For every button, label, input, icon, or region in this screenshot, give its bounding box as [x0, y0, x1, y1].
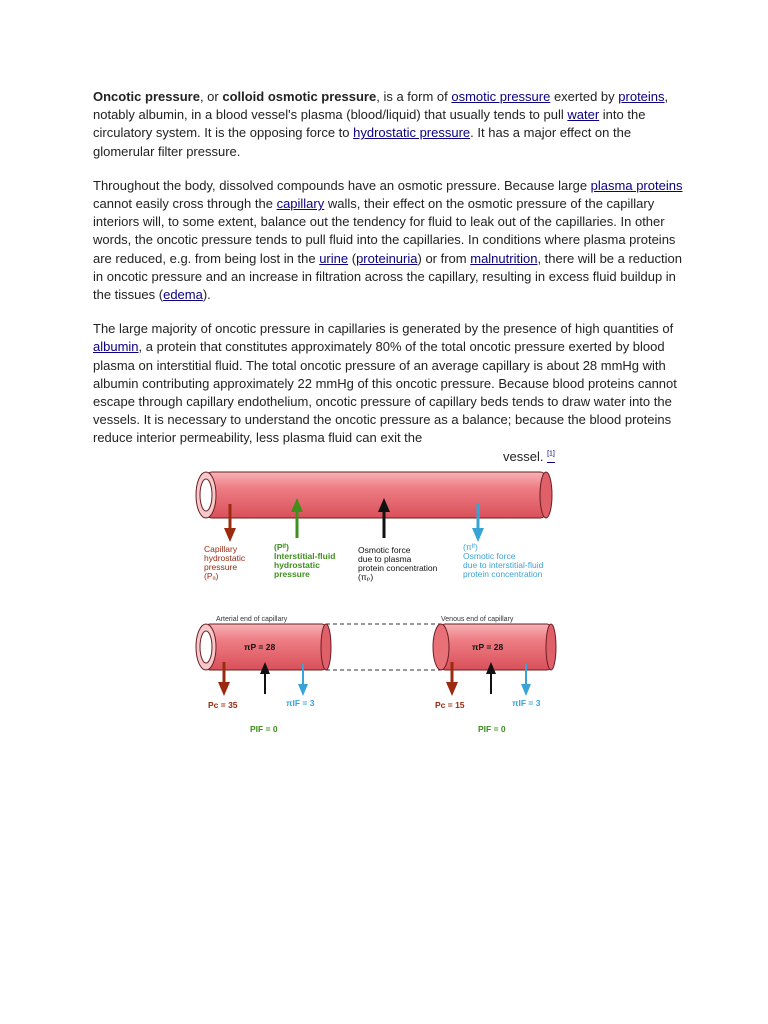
arterial-pif-value: PIF = 0	[250, 724, 278, 734]
venous-pi-p: πP = 28	[472, 642, 504, 652]
link-water[interactable]: water	[567, 107, 600, 123]
label-pip: Osmotic force due to plasma protein concentration (πₚ)	[358, 545, 438, 582]
arterial-end-label: Arterial end of capillary	[216, 616, 288, 623]
link-proteinuria[interactable]: proteinuria	[356, 250, 418, 266]
link-urine[interactable]: urine	[319, 250, 349, 266]
link-capillary[interactable]: capillary	[276, 196, 325, 212]
bold-term: Oncotic pressure	[93, 89, 200, 104]
venous-pc-arrow	[446, 682, 458, 696]
arterial-pc-value: Pc = 35	[208, 700, 238, 710]
label-pif: (Pᴵᶠ) Interstitial-fluid hydrostatic pressure	[274, 542, 336, 579]
top-capillary-vessel	[196, 472, 552, 518]
link-albumin[interactable]: albumin	[93, 339, 139, 355]
arterial-piif-value: πIF = 3	[286, 698, 315, 708]
venous-end-label: Venous end of capillary	[441, 616, 514, 623]
paragraph-2: Throughout the body, dissolved compounds have an osmotic pressure. Because large plasma proteins cannot easily cross through the capillary walls, their effect on the osmotic pressure of the capillary interiors will, to some extent, balance out the tendency for fluid to leak out of the capillaries. In other words, the oncotic pressure tends to pull fluid into the capillaries. In conditions where plasma proteins are reduced, e.g. from being lost in the urine (proteinuria) or from malnutrition, there will be a reduction in oncotic pressure and an increase in filtration across the capillary, resulting in excess fluid buildup in the tissues (edema).	[93, 177, 683, 303]
link-plasma-proteins[interactable]: plasma proteins	[590, 177, 683, 193]
article-body	[93, 88, 683, 482]
link-edema[interactable]: edema	[163, 287, 203, 303]
arterial-piif-arrow	[298, 684, 308, 696]
arterial-pc-arrow	[218, 682, 230, 696]
link-malnutrition[interactable]: malnutrition	[470, 250, 538, 266]
link-proteins[interactable]: proteins	[618, 89, 665, 104]
venous-pif-value: PIF = 0	[478, 724, 506, 734]
reference-link[interactable]: [1]	[547, 450, 555, 458]
venous-piif-value: πIF = 3	[512, 698, 541, 708]
link-hydrostatic-pressure[interactable]: hydrostatic pressure	[353, 125, 471, 141]
paragraph-3: The large majority of oncotic pressure in capillaries is generated by the presence of high quantities of albumin, a protein that constitutes approximately 80% of the total oncotic pressure exerted by blood plasma on interstitial fluid. The total oncotic pressure of an average capillary is about 28 mmHg with albumin contributing approximately 22 mmHg of this oncotic pressure. Because blood proteins cannot escape through capillary endothelium, oncotic pressure of capillary beds tends to draw water into the vessels. It is necessary to understand the oncotic pressure as a balance; because the blood proteins reduce interior permeability, less plasma fluid can exit thevessel. [1]	[93, 321, 677, 464]
venous-piif-arrow	[521, 684, 531, 696]
capillary-diagram-svg	[190, 466, 570, 746]
paragraph-1: Oncotic pressure, or colloid osmotic pressure, is a form of osmotic pressure exerted by proteins, notably albumin, in a blood vessel's plasma (blood/liquid) that usually tends to pull water into the circulatory system. It is the opposing force to hydrostatic pressure. It has a major effect on the glomerular filter pressure.	[93, 89, 669, 159]
arterial-pi-p: πP = 28	[244, 642, 276, 652]
label-piif: (πᴵᶠ) Osmotic force due to interstitial-fluid protein concentration	[463, 542, 544, 579]
link-osmotic-pressure[interactable]: osmotic pressure	[451, 89, 551, 104]
capillary-pressure-figure	[190, 466, 570, 751]
venous-pc-value: Pc = 15	[435, 700, 465, 710]
label-pc: Capillary hydrostatic pressure (Pₐ)	[204, 544, 246, 581]
bold-term: colloid osmotic pressure	[222, 89, 377, 104]
